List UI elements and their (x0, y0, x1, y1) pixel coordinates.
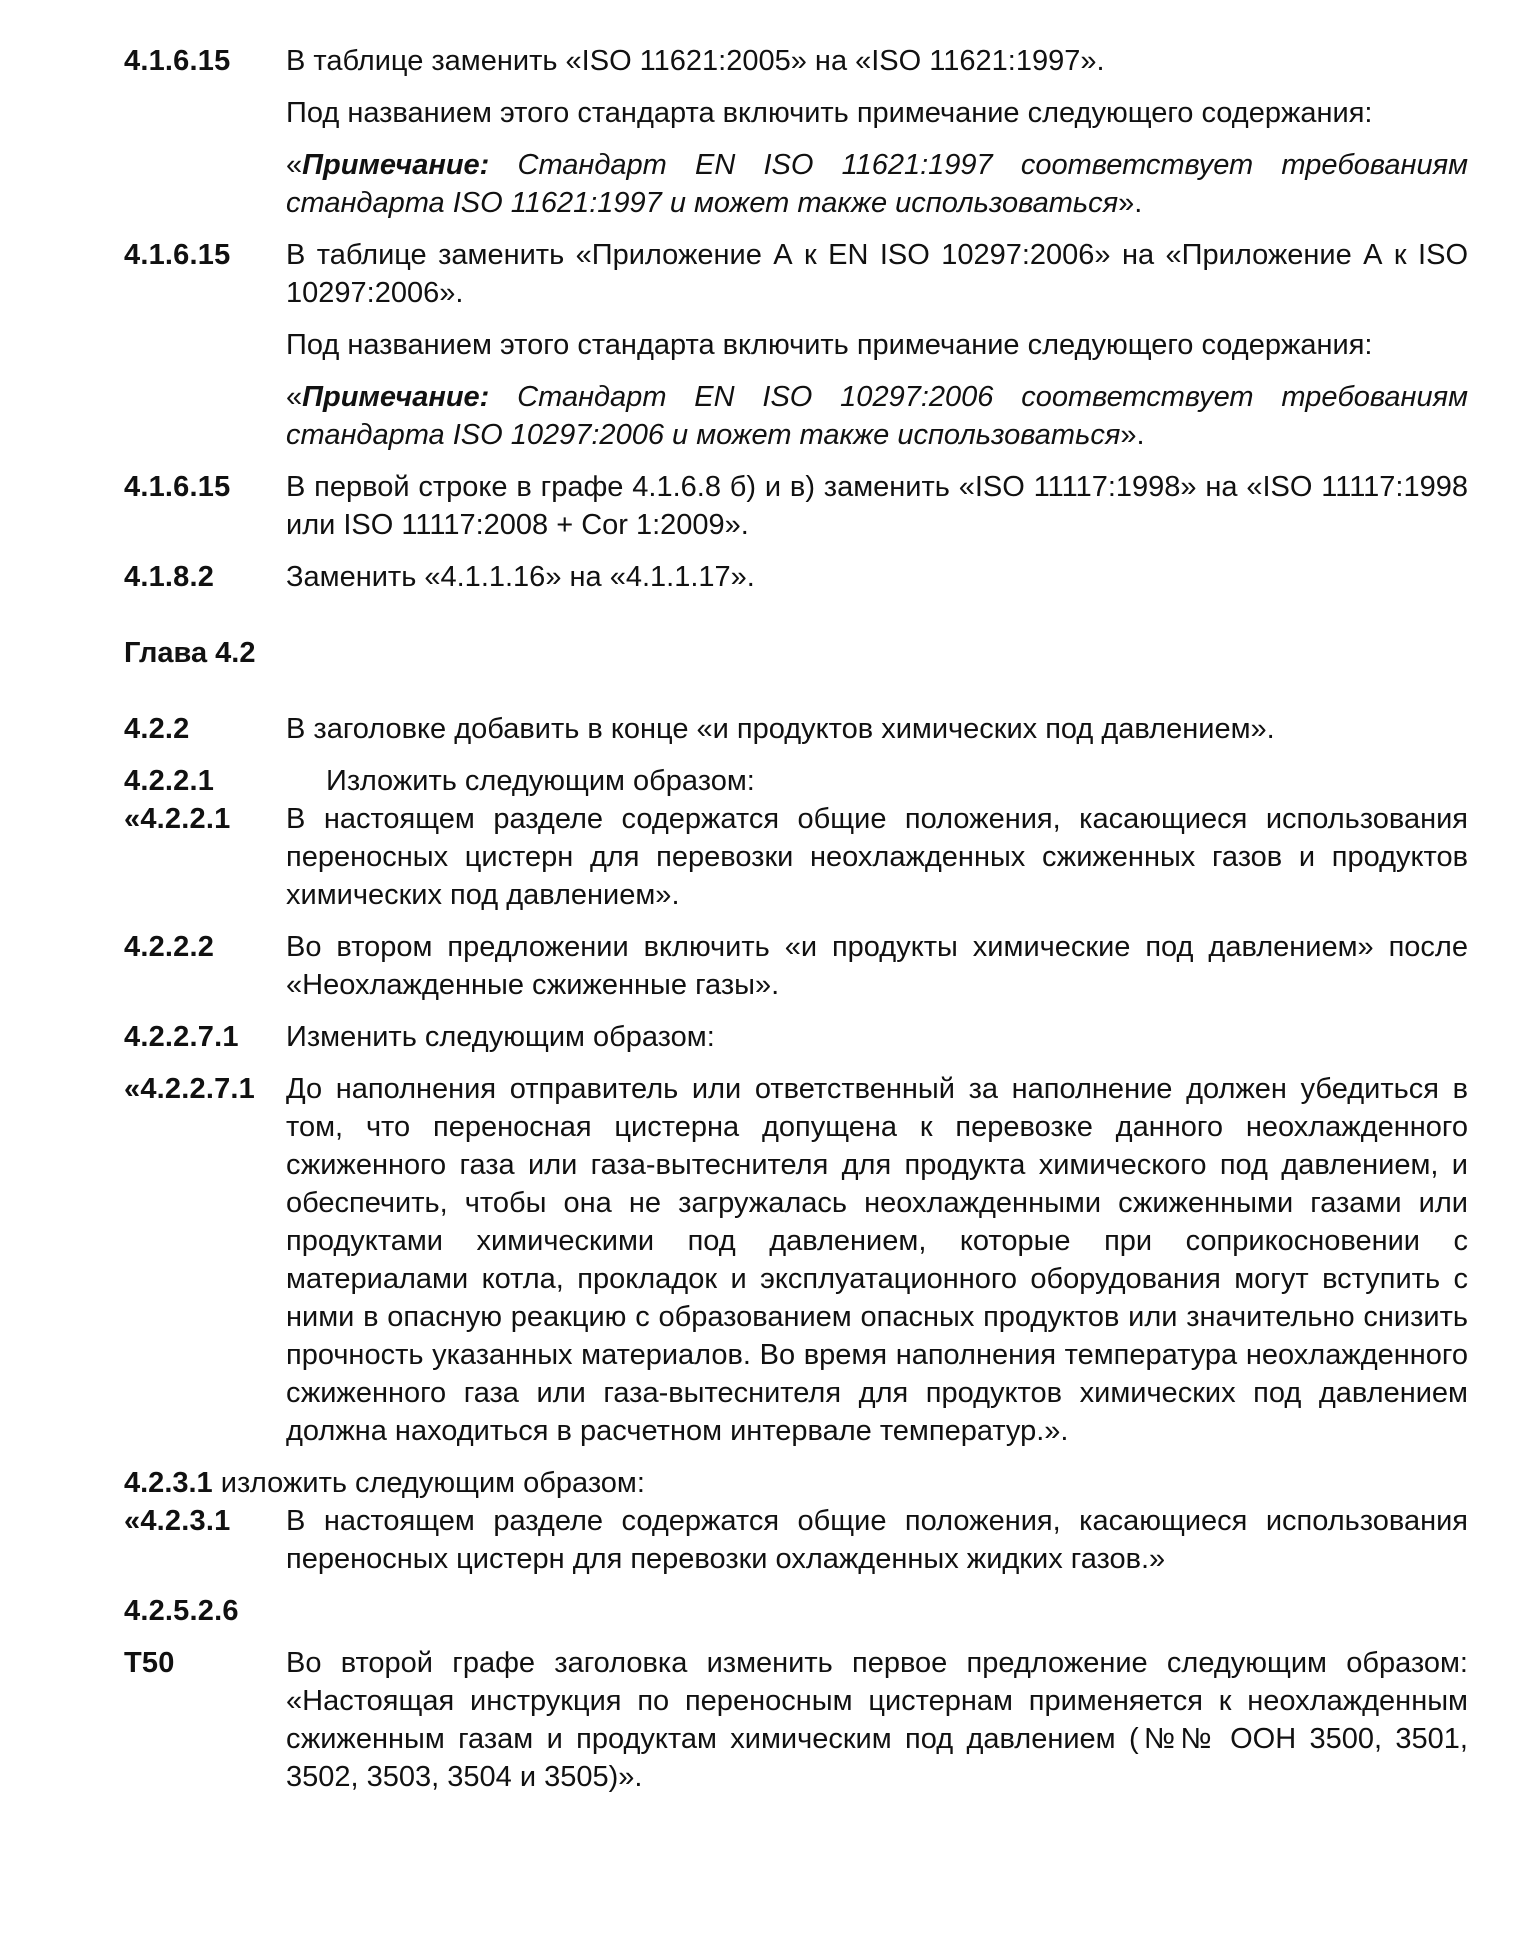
amendment-entry (124, 1592, 1468, 1630)
note-text: Стандарт EN ISO 10297:2006 соответствует требованиям стандарта ISO 10297:2006 и может также использоваться (286, 381, 1468, 451)
amendment-entry (124, 1502, 1468, 1578)
amendment-entry (124, 710, 1468, 748)
amendment-text: Во втором предложении включить «и продукты химические под давлением» после «Неохлажденные сжиженные газы». (286, 931, 1468, 1001)
amendment-text: изложить следующим образом: (212, 1467, 645, 1499)
note-label: Примечание: (302, 149, 490, 181)
note-open-quote: « (286, 381, 303, 413)
amendment-entry (124, 800, 1468, 914)
amendment-entry (124, 1018, 1468, 1056)
amendment-entry (124, 558, 1468, 596)
amendment-note (286, 378, 1468, 454)
amendment-text: В таблице заменить «ISO 11621:2005» на «ISO 11621:1997». (286, 45, 1105, 77)
note-label: Примечание: (302, 381, 490, 413)
section-number: T50 (124, 1647, 175, 1679)
note-text: Стандарт EN ISO 11621:1997 соответствует требованиям стандарта ISO 11621:1997 и может также использоваться (286, 149, 1468, 219)
section-number: 4.2.2.7.1 (124, 1021, 239, 1053)
amendment-entry (124, 928, 1468, 1004)
section-number: 4.1.6.15 (124, 239, 231, 271)
amendment-text: Заменить «4.1.1.16» на «4.1.1.17». (286, 561, 755, 593)
document-page (124, 42, 1468, 1810)
amendment-text: Изложить следующим образом: (326, 765, 755, 797)
amendment-entry (124, 42, 1468, 80)
amendment-text: Изменить следующим образом: (286, 1021, 715, 1053)
section-number: 4.2.2.2 (124, 931, 215, 963)
amendment-text: В настоящем разделе содержатся общие положения, касающиеся использования переносных цистерн для перевозки охлажденных жидких газов.» (286, 1505, 1468, 1575)
section-number: 4.2.3.1 (124, 1467, 213, 1499)
amendment-text: В настоящем разделе содержатся общие положения, касающиеся использования переносных цистерн для перевозки неохлажденных сжиженных газов и продуктов химических под давлением». (286, 803, 1468, 911)
note-close-quote: ». (1120, 419, 1145, 451)
note-close-quote: ». (1118, 187, 1143, 219)
section-number: «4.2.2.1 (124, 803, 231, 835)
section-number: 4.2.2.1 (124, 765, 215, 797)
amendment-text: В таблице заменить «Приложение А к EN ISO 10297:2006» на «Приложение А к ISO 10297:2006». (286, 239, 1468, 309)
section-number: 4.2.2 (124, 713, 190, 745)
amendment-text: В первой строке в графе 4.1.6.8 б) и в) заменить «ISO 11117:1998» на «ISO 11117:1998 или ISO 11117:2008 + Cor 1:2009». (286, 471, 1468, 541)
section-number: 4.1.6.15 (124, 45, 231, 77)
amendment-entry (124, 1644, 1468, 1796)
amendment-note (286, 146, 1468, 222)
amendment-text: В заголовке добавить в конце «и продуктов химических под давлением». (286, 713, 1275, 745)
section-number: 4.2.5.2.6 (124, 1595, 239, 1627)
amendment-entry (124, 236, 1468, 312)
chapter-heading: Глава 4.2 (124, 637, 256, 669)
amendment-continuation: Под названием этого стандарта включить примечание следующего содержания: (286, 97, 1373, 129)
amendment-continuation: Под названием этого стандарта включить примечание следующего содержания: (286, 329, 1373, 361)
amendment-text: До наполнения отправитель или ответственный за наполнение должен убедиться в том, что переносная цистерна допущена к перевозке данного неохлажденного сжиженного газа или газа-вытеснителя для продукта химического под давлением, и обеспечить, чтобы она не загружалась неохлажденными сжиженными газами или продуктами химическими под давлением, которые при соприкосновении с материалами котла, прокладок и эксплуатационного оборудования могут вступить с ними в опасную реакцию с образованием опасных продуктов или значительно снизить прочность указанных материалов. Во время наполнения температура неохлажденного сжиженного газа или газа-вытеснителя для продуктов химических под давлением должна находиться в расчетном интервале температур.». (286, 1073, 1468, 1447)
section-number: «4.2.3.1 (124, 1505, 231, 1537)
amendment-entry (124, 1070, 1468, 1450)
amendment-entry (124, 468, 1468, 544)
section-number: 4.1.6.15 (124, 471, 231, 503)
amendment-text: Во второй графе заголовка изменить первое предложение следующим образом: «Настоящая инструкция по переносным цистернам применяется к неохлажденным сжиженным газам и продуктам химическим под давлением (№№ ООН 3500, 3501, 3502, 3503, 3504 и 3505)». (286, 1647, 1468, 1793)
inline-amendment (124, 1464, 1468, 1502)
note-open-quote: « (286, 149, 303, 181)
section-number: «4.2.2.7.1 (124, 1073, 255, 1105)
amendment-entry (124, 762, 1468, 800)
section-number: 4.1.8.2 (124, 561, 215, 593)
